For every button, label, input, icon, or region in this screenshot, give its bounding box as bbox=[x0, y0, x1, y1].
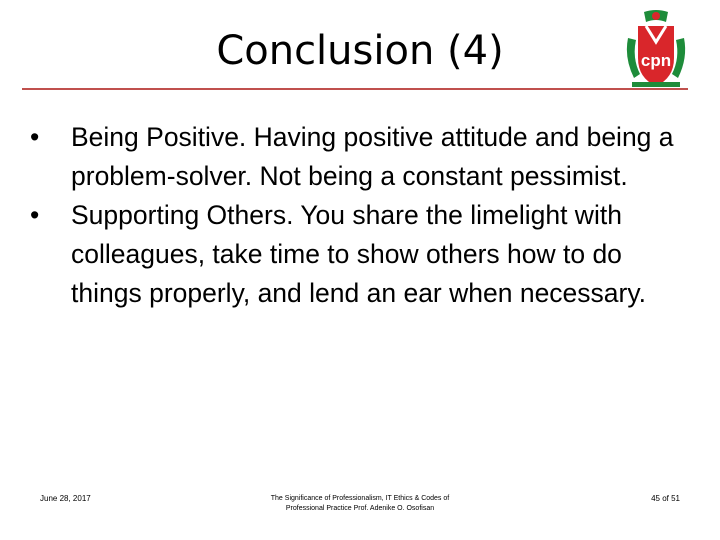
bullet-text: Being Positive. Having positive attitude and being a problem-solver. Not being a constant pessimist. bbox=[71, 122, 674, 191]
footer-title bbox=[230, 494, 490, 514]
slide-content bbox=[26, 118, 696, 313]
cpn-logo-icon bbox=[622, 8, 690, 90]
bullet-supporting-others bbox=[26, 196, 696, 313]
footer-date: June 28, 2017 bbox=[40, 494, 91, 503]
bullet-text: Supporting Others. You share the limelight with colleagues, take time to show others how to do things properly, and lend an ear when necessary. bbox=[71, 200, 647, 308]
title-underline bbox=[22, 88, 688, 90]
bullet-dot-icon: • bbox=[30, 200, 40, 230]
bullet-dot-icon: • bbox=[30, 122, 40, 152]
bullet-being-positive bbox=[26, 118, 696, 196]
footer-page-number: 45 of 51 bbox=[651, 494, 680, 503]
footer-title-line-1: The Significance of Professionalism, IT Ethics & Codes of bbox=[270, 495, 450, 502]
slide-title: Conclusion (4) bbox=[216, 28, 504, 74]
footer-title-line-2: Professional Practice Prof. Adenike O. Osofisan bbox=[285, 505, 435, 512]
logo-text: cpn bbox=[640, 51, 672, 70]
